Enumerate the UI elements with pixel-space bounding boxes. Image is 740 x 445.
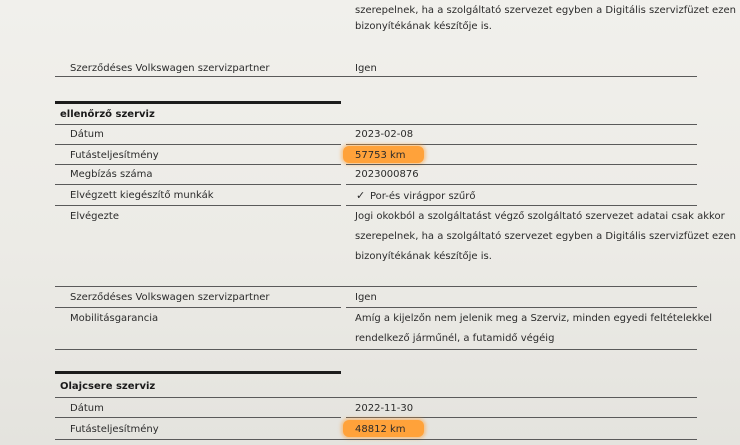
top-note-line-1: szerepelnek, ha a szolgáltató szervezet egyben a Digitális szervizfüzet ezen [355, 5, 736, 16]
extra-work-label: Elvégzett kiegészítő munkák [70, 190, 214, 201]
performed-by-line-2: szerepelnek, ha a szolgáltató szervezet egyben a Digitális szervizfüzet ezen [355, 231, 736, 242]
section-bar [55, 101, 341, 104]
divider [55, 76, 697, 77]
mileage-value: 48812 km [355, 424, 406, 435]
mileage-label: Futásteljesítmény [70, 150, 159, 161]
divider [55, 286, 697, 287]
divider [55, 439, 697, 440]
top-note-line-2: bizonyítékának készítője is. [355, 21, 492, 32]
date-label: Dátum [70, 129, 104, 140]
divider [346, 144, 697, 145]
date-value: 2023-02-08 [355, 129, 414, 140]
top-partner-label: Szerződéses Volkswagen szervizpartner [70, 63, 270, 74]
section-title-olajcsere: Olajcsere szerviz [60, 381, 156, 392]
date-value: 2022-11-30 [355, 403, 414, 414]
divider [346, 164, 697, 165]
check-icon: ✓ [356, 189, 366, 202]
divider [346, 205, 697, 206]
divider [55, 164, 341, 165]
top-partner-value: Igen [355, 63, 377, 74]
divider [55, 307, 341, 308]
date-label: Dátum [70, 403, 104, 414]
section-title-ellenorzo: ellenőrző szerviz [60, 109, 155, 120]
divider [346, 184, 697, 185]
divider [55, 349, 697, 350]
order-number-label: Megbízás száma [70, 169, 153, 180]
divider [55, 124, 697, 125]
order-number-value: 2023000876 [355, 169, 419, 180]
performed-by-line-1: Jogi okokból a szolgáltatást végző szolgáltató szervezet adatai csak akkor [355, 211, 725, 222]
extra-work-value: Por-és virágpor szűrő [370, 191, 476, 202]
divider [346, 417, 697, 418]
mileage-label: Futásteljesítmény [70, 424, 159, 435]
mobility-label: Mobilitásgarancia [70, 313, 159, 324]
section-bar [55, 371, 341, 374]
divider [55, 417, 341, 418]
partner-value: Igen [355, 292, 377, 303]
divider [55, 397, 697, 398]
mileage-value: 57753 km [355, 150, 406, 161]
performed-by-line-3: bizonyítékának készítője is. [355, 251, 492, 262]
partner-label: Szerződéses Volkswagen szervizpartner [70, 292, 270, 303]
divider [55, 205, 341, 206]
mobility-line-2: rendelkező járműnél, a futamidő végéig [355, 333, 555, 344]
divider [55, 184, 341, 185]
divider [55, 144, 341, 145]
mobility-line-1: Amíg a kijelzőn nem jelenik meg a Szerviz, minden egyedi feltételekkel [355, 313, 713, 324]
divider [346, 307, 697, 308]
performed-by-label: Elvégezte [70, 211, 119, 222]
